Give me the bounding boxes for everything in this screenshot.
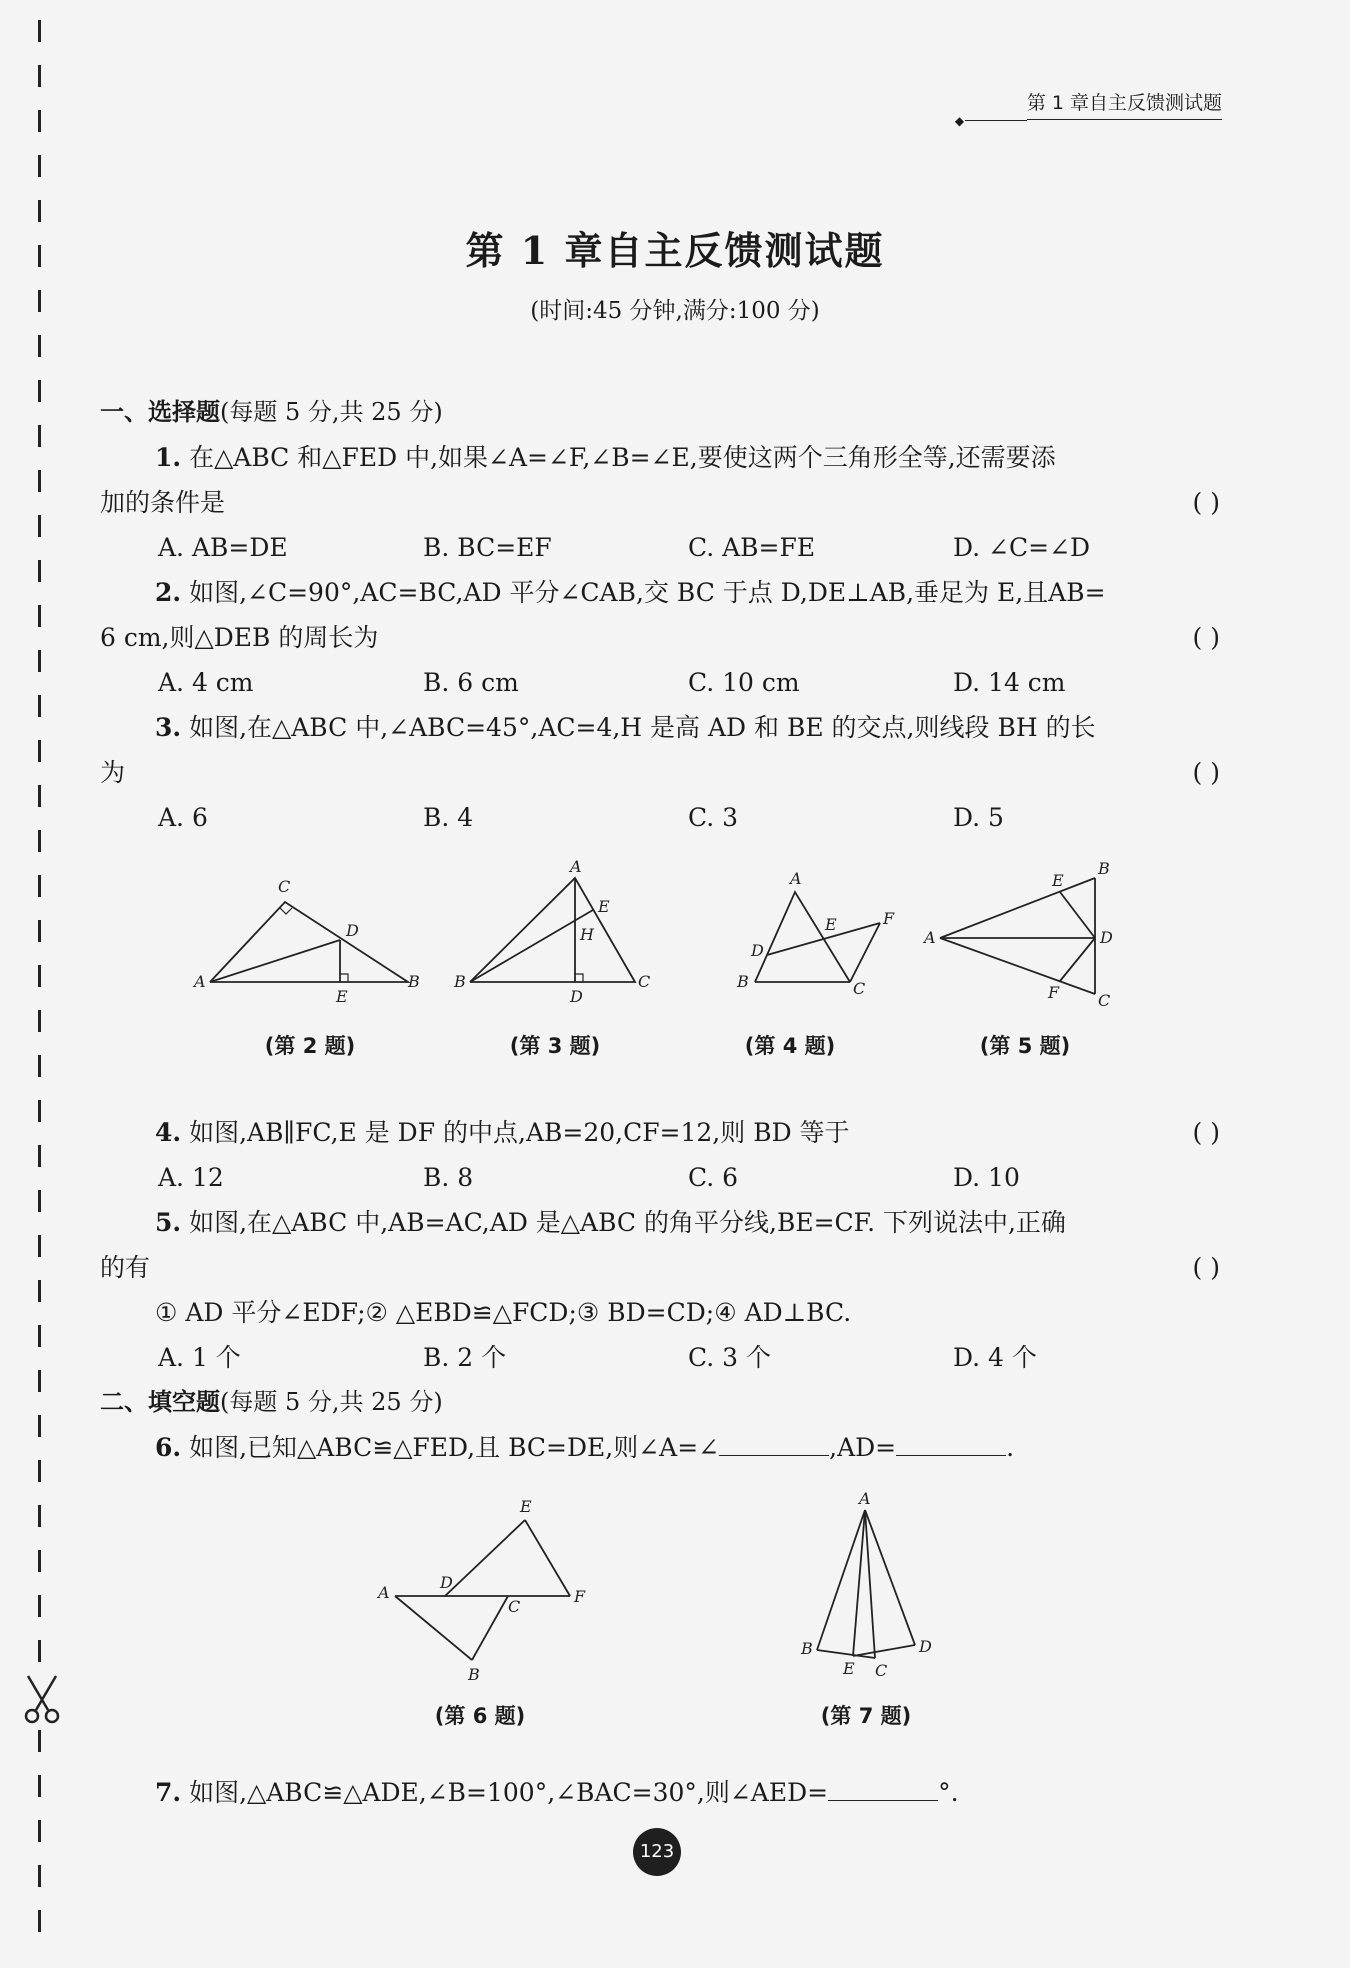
caption-q2: (第 2 题) bbox=[264, 1034, 356, 1058]
figure-q2 bbox=[194, 860, 420, 1010]
label-b: B bbox=[737, 972, 749, 991]
answer-blank-angle[interactable] bbox=[719, 1427, 829, 1456]
label-d: D bbox=[440, 1573, 453, 1592]
question-3-line2: 为 ( ) bbox=[100, 750, 1220, 795]
question-5-statements: ① AD 平分∠EDF;② △EBD≌△FCD;③ BD=CD;④ AD⊥BC. bbox=[155, 1298, 852, 1327]
option-d[interactable]: D. 14 cm bbox=[953, 668, 1066, 697]
label-a: A bbox=[570, 857, 582, 876]
answer-bracket[interactable]: ( ) bbox=[1192, 1253, 1220, 1282]
label-a: A bbox=[194, 972, 206, 991]
label-c: C bbox=[1098, 991, 1111, 1010]
label-d: D bbox=[751, 941, 764, 960]
option-c[interactable]: C. 3 bbox=[688, 803, 739, 832]
scissors-icon bbox=[18, 1670, 66, 1726]
label-e: E bbox=[843, 1659, 855, 1678]
figures-q6-q7 bbox=[100, 1470, 1220, 1770]
figure-q3 bbox=[450, 857, 670, 1010]
label-e: E bbox=[336, 987, 348, 1006]
question-2-line2: 6 cm,则△DEB 的周长为 ( ) bbox=[100, 615, 1220, 660]
label-h: H bbox=[580, 925, 594, 944]
option-a[interactable]: A. 1 个 bbox=[158, 1343, 241, 1372]
option-c[interactable]: C. 6 bbox=[688, 1163, 739, 1192]
option-d[interactable]: D. 10 bbox=[953, 1163, 1020, 1192]
label-e: E bbox=[520, 1497, 532, 1516]
option-d[interactable]: D. 5 bbox=[953, 803, 1004, 832]
label-b: B bbox=[408, 972, 420, 991]
caption-q3: (第 3 题) bbox=[509, 1034, 601, 1058]
option-b[interactable]: B. 6 cm bbox=[423, 668, 519, 697]
label-a: A bbox=[924, 928, 936, 947]
question-3-line1: 3. 如图,在△ABC 中,∠ABC=45°,AC=4,H 是高 AD 和 BE 的交点,则线段 BH 的长 bbox=[155, 713, 1096, 742]
question-1-line1: 1. 在△ABC 和△FED 中,如果∠A=∠F,∠B=∠E,要使这两个三角形全等,还需要添 bbox=[155, 443, 1056, 472]
question-4-options bbox=[100, 1155, 1220, 1200]
question-5-line2: 的有 ( ) bbox=[100, 1245, 1220, 1290]
figure-q6 bbox=[360, 1490, 600, 1690]
label-b: B bbox=[468, 1665, 480, 1684]
option-a[interactable]: A. 4 cm bbox=[158, 668, 254, 697]
answer-bracket[interactable]: ( ) bbox=[1192, 1118, 1220, 1147]
question-2-line1: 2. 如图,∠C=90°,AC=BC,AD 平分∠CAB,交 BC 于点 D,DE⊥AB,垂足为 E,且AB= bbox=[155, 578, 1106, 607]
exam-content bbox=[100, 390, 1220, 1815]
figure-q4 bbox=[685, 860, 905, 1010]
label-c: C bbox=[875, 1661, 888, 1680]
label-b: B bbox=[454, 972, 466, 991]
label-e: E bbox=[825, 915, 837, 934]
option-a[interactable]: A. 6 bbox=[158, 803, 208, 832]
label-a: A bbox=[378, 1583, 390, 1602]
option-b[interactable]: B. 4 bbox=[423, 803, 474, 832]
question-1-line2: 加的条件是 ( ) bbox=[100, 480, 1220, 525]
answer-bracket[interactable]: ( ) bbox=[1192, 758, 1220, 787]
option-b[interactable]: B. 8 bbox=[423, 1163, 474, 1192]
option-d[interactable]: D. ∠C=∠D bbox=[953, 533, 1091, 562]
label-e: E bbox=[1052, 871, 1064, 890]
answer-blank-ad[interactable] bbox=[896, 1427, 1006, 1456]
figures-q2-q5 bbox=[100, 857, 1220, 1110]
label-c: C bbox=[278, 877, 291, 896]
label-e: E bbox=[598, 897, 610, 916]
option-c[interactable]: C. AB=FE bbox=[688, 533, 816, 562]
option-b[interactable]: B. 2 个 bbox=[423, 1343, 507, 1372]
label-c: C bbox=[508, 1597, 521, 1616]
figure-q7 bbox=[765, 1490, 965, 1690]
question-2-options bbox=[100, 660, 1220, 705]
caption-q6: (第 6 题) bbox=[434, 1704, 526, 1728]
running-header: ◆ 第 1 章自主反馈测试题 bbox=[1027, 88, 1222, 120]
question-6-line1: 6. 如图,已知△ABC≌△FED,且 BC=DE,则∠A=∠ ,AD= . bbox=[100, 1425, 1220, 1470]
page-title: 第 1 章自主反馈测试题 bbox=[465, 228, 885, 273]
figure-q5 bbox=[920, 860, 1140, 1010]
question-7-line1: 7. 如图,△ABC≌△ADE,∠B=100°,∠BAC=30°,则∠AED= °. bbox=[100, 1770, 1220, 1815]
option-b[interactable]: B. BC=EF bbox=[423, 533, 552, 562]
option-c[interactable]: C. 10 cm bbox=[688, 668, 800, 697]
section-choice-heading: 一、选择题(每题 5 分,共 25 分) bbox=[100, 398, 443, 426]
label-b: B bbox=[1098, 859, 1110, 878]
question-5-line1: 5. 如图,在△ABC 中,AB=AC,AD 是△ABC 的角平分线,BE=CF. 下列说法中,正确 bbox=[155, 1208, 1066, 1237]
label-f: F bbox=[574, 1587, 586, 1606]
label-a: A bbox=[790, 869, 802, 888]
label-f: F bbox=[1048, 983, 1060, 1002]
label-d: D bbox=[1100, 928, 1113, 947]
option-a[interactable]: A. 12 bbox=[158, 1163, 224, 1192]
page-number: 123 bbox=[633, 1828, 681, 1876]
exam-time-score: (时间:45 分钟,满分:100 分) bbox=[530, 298, 820, 324]
caption-q7: (第 7 题) bbox=[820, 1704, 912, 1728]
label-d: D bbox=[570, 987, 583, 1006]
section-fill-heading: 二、填空题(每题 5 分,共 25 分) bbox=[100, 1388, 443, 1416]
option-a[interactable]: A. AB=DE bbox=[158, 533, 288, 562]
label-c: C bbox=[853, 979, 866, 998]
option-d[interactable]: D. 4 个 bbox=[953, 1343, 1037, 1372]
label-c: C bbox=[638, 972, 651, 991]
question-1-options bbox=[100, 525, 1220, 570]
question-5-options bbox=[100, 1335, 1220, 1380]
answer-bracket[interactable]: ( ) bbox=[1192, 488, 1220, 517]
question-4-line1: 4. 如图,AB∥FC,E 是 DF 的中点,AB=20,CF=12,则 BD 等于 ( ) bbox=[100, 1110, 1220, 1155]
question-3-options bbox=[100, 795, 1220, 840]
label-b: B bbox=[801, 1639, 813, 1658]
answer-bracket[interactable]: ( ) bbox=[1192, 623, 1220, 652]
answer-blank-aed[interactable] bbox=[828, 1772, 938, 1801]
option-c[interactable]: C. 3 个 bbox=[688, 1343, 771, 1372]
label-a: A bbox=[859, 1489, 871, 1508]
caption-q5: (第 5 题) bbox=[979, 1034, 1071, 1058]
label-f: F bbox=[883, 909, 895, 928]
label-d: D bbox=[919, 1637, 932, 1656]
label-d: D bbox=[346, 921, 359, 940]
caption-q4: (第 4 题) bbox=[744, 1034, 836, 1058]
